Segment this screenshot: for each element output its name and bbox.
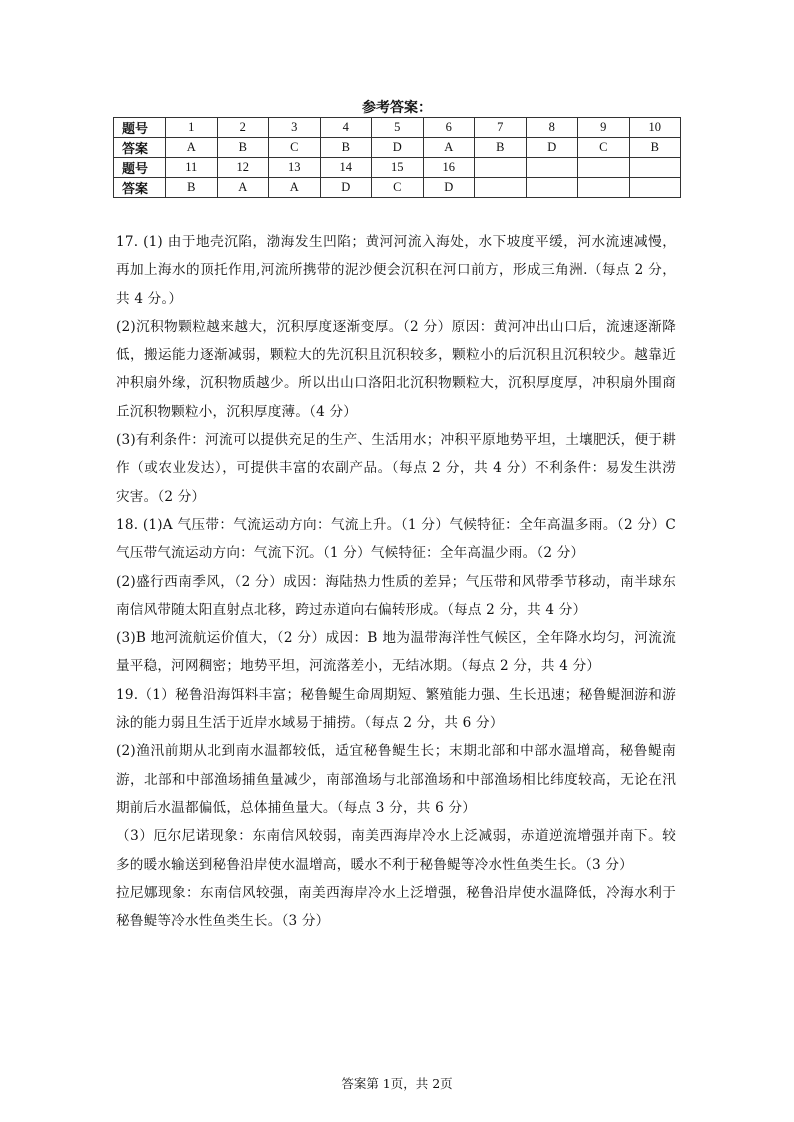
answer-paragraph: 17. (1) 由于地壳沉陷，渤海发生凹陷；黄河河流入海处，水下坡度平缓，河水流速减慢，再加上海水的顶托作用,河流所携带的泥沙便会沉积在河口前方，形成三角洲.（每点 2 分，共 4 分。） <box>116 234 676 307</box>
table-cell <box>475 178 527 198</box>
page-title: 参考答案： <box>362 100 432 116</box>
table-row <box>114 138 681 158</box>
table-cell: C <box>578 138 630 158</box>
table-row <box>114 158 681 178</box>
table-row <box>114 118 681 138</box>
row-label: 答案 <box>114 138 166 158</box>
table-cell <box>578 158 630 178</box>
table-cell <box>475 158 527 178</box>
table-cell: B <box>217 138 269 158</box>
table-cell: D <box>526 138 578 158</box>
answer-paragraph: (3)有利条件：河流可以提供充足的生产、生活用水；冲积平原地势平坦，土壤肥沃，便于耕作（或农业发达），可提供丰富的农副产品。（每点 2 分，共 4 分）不利条件：易发生洪涝灾害。（2 分） <box>116 432 676 505</box>
table-cell: C <box>269 138 321 158</box>
answer-paragraph: (2)盛行西南季风，（2 分）成因：海陆热力性质的差异；气压带和风带季节移动，南半球东南信风带随太阳直射点北移，跨过赤道向右偏转形成。（每点 2 分，共 4 分） <box>116 573 676 618</box>
table-cell: 3 <box>269 118 321 138</box>
table-cell: 12 <box>217 158 269 178</box>
table-cell: A <box>217 178 269 198</box>
answer-paragraph: (2)渔汛前期从北到南水温都较低，适宜秘鲁鳀生长；末期北部和中部水温增高，秘鲁鳀南游，北部和中部渔场捕鱼量减少，南部渔场与北部渔场和中部渔场相比纬度较高，无论在汛期前后水温都偏低，总体捕鱼量大。（每点 3 分，共 6 分） <box>116 743 676 816</box>
answer-table <box>113 117 681 198</box>
table-cell: B <box>475 138 527 158</box>
table-cell: 15 <box>372 158 424 178</box>
table-cell: A <box>166 138 218 158</box>
table-cell: 16 <box>423 158 475 178</box>
table-cell: A <box>269 178 321 198</box>
table-cell: 14 <box>320 158 372 178</box>
table-cell: 13 <box>269 158 321 178</box>
table-cell: 11 <box>166 158 218 178</box>
table-cell <box>578 178 630 198</box>
row-label: 答案 <box>114 178 166 198</box>
table-cell <box>629 178 681 198</box>
answer-paragraph: (3)B 地河流航运价值大，（2 分）成因：B 地为温带海洋性气候区，全年降水均匀，河流流量平稳，河网稠密；地势平坦，河流落差小，无结冰期。（每点 2 分，共 4 分） <box>116 630 676 675</box>
answer-paragraph: 拉尼娜现象：东南信风较强，南美西海岸冷水上泛增强，秘鲁沿岸使水温降低，冷海水利于秘鲁鳀等冷水性鱼类生长。（3 分） <box>116 884 676 930</box>
table-cell: D <box>320 178 372 198</box>
table-cell: C <box>372 178 424 198</box>
answer-paragraph: (2)沉积物颗粒越来越大，沉积厚度逐渐变厚。（2 分）原因：黄河冲出山口后，流速逐渐降低，搬运能力逐渐减弱，颗粒大的先沉积且沉积较多，颗粒小的后沉积且沉积较少。越靠近冲积扇外缘，沉积物质越少。所以出山口洛阳北沉积物颗粒大，沉积厚度厚，冲积扇外围商丘沉积物颗粒小，沉积厚度薄。（4 分） <box>116 318 676 420</box>
table-cell: B <box>320 138 372 158</box>
answer-paragraph: 18. (1)A 气压带：气流运动方向：气流上升。（1 分）气候特征：全年高温多雨。（2 分）C 气压带气流运动方向：气流下沉。（1 分）气候特征：全年高温少雨。（2 分） <box>116 516 676 562</box>
table-cell: D <box>372 138 424 158</box>
table-cell: B <box>629 138 681 158</box>
table-cell: 1 <box>166 118 218 138</box>
table-cell: B <box>166 178 218 198</box>
table-cell: D <box>423 178 475 198</box>
table-cell: 9 <box>578 118 630 138</box>
table-row <box>114 178 681 198</box>
table-cell <box>526 178 578 198</box>
page-footer: 答案第 1页，共 2页 <box>341 1076 453 1091</box>
table-cell: A <box>423 138 475 158</box>
table-cell: 8 <box>526 118 578 138</box>
table-cell: 2 <box>217 118 269 138</box>
answer-paragraph: （3）厄尔尼诺现象：东南信风较弱，南美西海岸冷水上泛减弱，赤道逆流增强并南下。较多的暖水输送到秘鲁沿岸使水温增高，暖水不利于秘鲁鳀等冷水性鱼类生长。（3 分） <box>116 828 676 873</box>
table-cell: 10 <box>629 118 681 138</box>
answer-content <box>116 228 676 935</box>
table-cell: 4 <box>320 118 372 138</box>
row-label: 题号 <box>114 158 166 178</box>
table-cell: 6 <box>423 118 475 138</box>
table-cell: 5 <box>372 118 424 138</box>
answer-paragraph: 19.（1）秘鲁沿海饵料丰富；秘鲁鳀生命周期短、繁殖能力强、生长迅速；秘鲁鳀洄游和游泳的能力弱且生活于近岸水域易于捕捞。（每点 2 分，共 6 分） <box>116 686 676 732</box>
table-cell <box>526 158 578 178</box>
row-label: 题号 <box>114 118 166 138</box>
table-cell <box>629 158 681 178</box>
table-cell: 7 <box>475 118 527 138</box>
